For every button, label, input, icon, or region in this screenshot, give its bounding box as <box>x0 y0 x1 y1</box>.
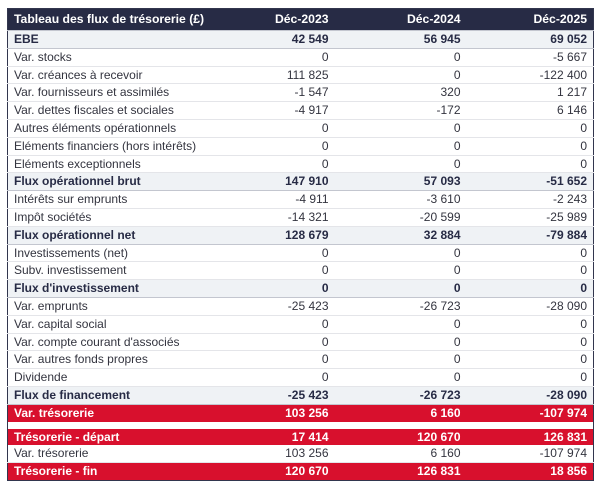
cash-flow-table-container <box>7 8 593 481</box>
row-value: 126 831 <box>335 463 467 481</box>
row-label: Flux d'investissement <box>8 280 208 298</box>
row-value: -1 547 <box>208 84 335 102</box>
row-value: 0 <box>208 155 335 173</box>
column-header-dec-2025: Déc-2025 <box>467 9 594 31</box>
row-value: 0 <box>467 262 594 280</box>
table-row <box>8 48 594 66</box>
row-value: -28 090 <box>467 297 594 315</box>
spacer-row <box>8 422 594 429</box>
row-value: -4 917 <box>208 102 335 120</box>
row-label: Flux de financement <box>8 386 208 404</box>
row-value: -2 243 <box>467 191 594 209</box>
table-row <box>8 386 594 404</box>
table-row <box>8 191 594 209</box>
row-value: -14 321 <box>208 208 335 226</box>
table-row <box>8 102 594 120</box>
row-label: Var. fournisseurs et assimilés <box>8 84 208 102</box>
row-label: Var. trésorerie <box>8 404 208 421</box>
row-label: Trésorerie - départ <box>8 429 208 446</box>
row-label: Var. trésorerie <box>8 445 208 462</box>
row-value: 6 160 <box>335 404 467 421</box>
row-value: 0 <box>208 262 335 280</box>
row-value: 0 <box>335 262 467 280</box>
row-value: 0 <box>208 369 335 387</box>
row-value: 120 670 <box>208 463 335 481</box>
row-label: Flux opérationnel net <box>8 226 208 244</box>
table-row <box>8 369 594 387</box>
table-row <box>8 155 594 173</box>
row-label: Trésorerie - fin <box>8 463 208 481</box>
row-value: 0 <box>467 351 594 369</box>
table-row <box>8 280 594 298</box>
row-value: 1 217 <box>467 84 594 102</box>
table-row <box>8 244 594 262</box>
row-value: 0 <box>467 137 594 155</box>
row-label: Var. autres fonds propres <box>8 351 208 369</box>
row-value: 120 670 <box>335 429 467 446</box>
table-row <box>8 404 594 421</box>
row-label: Flux opérationnel brut <box>8 173 208 191</box>
table-row <box>8 31 594 49</box>
table-row <box>8 66 594 84</box>
table-title-text: Tableau des flux de trésorerie (£) <box>14 12 205 26</box>
cash-flow-table <box>7 8 594 481</box>
row-value: 0 <box>467 280 594 298</box>
row-label: Impôt sociétés <box>8 208 208 226</box>
column-header-dec-2023: Déc-2023 <box>208 9 335 31</box>
table-title <box>8 9 208 31</box>
row-value: 57 093 <box>335 173 467 191</box>
row-value: -25 423 <box>208 386 335 404</box>
table-row <box>8 208 594 226</box>
row-value: 0 <box>467 333 594 351</box>
row-value: 0 <box>208 48 335 66</box>
row-value: 56 945 <box>335 31 467 49</box>
row-value: 0 <box>467 369 594 387</box>
row-value: -20 599 <box>335 208 467 226</box>
row-value: -122 400 <box>467 66 594 84</box>
row-value: 18 856 <box>467 463 594 481</box>
row-label: Autres éléments opérationnels <box>8 119 208 137</box>
table-header <box>8 9 594 31</box>
row-value: 0 <box>335 137 467 155</box>
row-value: 111 825 <box>208 66 335 84</box>
row-value: 32 884 <box>335 226 467 244</box>
row-value: 0 <box>208 333 335 351</box>
table-row <box>8 315 594 333</box>
row-value: 0 <box>208 244 335 262</box>
row-value: -26 723 <box>335 386 467 404</box>
row-label: Eléments exceptionnels <box>8 155 208 173</box>
row-value: 42 549 <box>208 31 335 49</box>
column-header-dec-2024: Déc-2024 <box>335 9 467 31</box>
row-value: -4 911 <box>208 191 335 209</box>
row-label: Var. emprunts <box>8 297 208 315</box>
row-value: -107 974 <box>467 445 594 462</box>
row-value: -79 884 <box>467 226 594 244</box>
row-value: 126 831 <box>467 429 594 446</box>
row-value: 147 910 <box>208 173 335 191</box>
row-spacer <box>8 422 594 429</box>
row-value: 103 256 <box>208 404 335 421</box>
table-row <box>8 333 594 351</box>
row-value: 0 <box>335 333 467 351</box>
row-value: 0 <box>467 244 594 262</box>
row-value: 0 <box>467 315 594 333</box>
row-value: -172 <box>335 102 467 120</box>
row-value: 0 <box>335 315 467 333</box>
row-value: 320 <box>335 84 467 102</box>
row-label: Var. stocks <box>8 48 208 66</box>
row-value: 0 <box>208 351 335 369</box>
row-value: 0 <box>467 155 594 173</box>
table-row <box>8 173 594 191</box>
table-row <box>8 226 594 244</box>
table-row <box>8 445 594 462</box>
row-value: 0 <box>335 244 467 262</box>
row-label: Var. compte courant d'associés <box>8 333 208 351</box>
table-row <box>8 119 594 137</box>
row-value: 0 <box>208 137 335 155</box>
row-value: 0 <box>208 119 335 137</box>
row-value: -25 423 <box>208 297 335 315</box>
table-row <box>8 297 594 315</box>
row-value: -5 667 <box>467 48 594 66</box>
row-value: 17 414 <box>208 429 335 446</box>
row-label: Dividende <box>8 369 208 387</box>
row-value: -3 610 <box>335 191 467 209</box>
row-label: EBE <box>8 31 208 49</box>
table-row <box>8 351 594 369</box>
row-value: -25 989 <box>467 208 594 226</box>
table-body <box>8 31 594 481</box>
row-value: 0 <box>335 369 467 387</box>
row-label: Investissements (net) <box>8 244 208 262</box>
row-label: Var. dettes fiscales et sociales <box>8 102 208 120</box>
row-value: -28 090 <box>467 386 594 404</box>
row-value: 0 <box>335 155 467 173</box>
row-value: 6 146 <box>467 102 594 120</box>
row-label: Var. capital social <box>8 315 208 333</box>
row-value: 6 160 <box>335 445 467 462</box>
row-value: 0 <box>335 351 467 369</box>
row-value: -51 652 <box>467 173 594 191</box>
table-row <box>8 463 594 481</box>
row-value: 128 679 <box>208 226 335 244</box>
row-label: Var. créances à recevoir <box>8 66 208 84</box>
row-value: -107 974 <box>467 404 594 421</box>
row-value: 103 256 <box>208 445 335 462</box>
row-value: 0 <box>335 48 467 66</box>
table-row <box>8 262 594 280</box>
row-value: -26 723 <box>335 297 467 315</box>
row-value: 0 <box>467 119 594 137</box>
row-label: Intérêts sur emprunts <box>8 191 208 209</box>
row-value: 0 <box>208 280 335 298</box>
row-value: 0 <box>208 315 335 333</box>
header-row <box>8 9 594 31</box>
row-label: Subv. investissement <box>8 262 208 280</box>
row-value: 69 052 <box>467 31 594 49</box>
table-row <box>8 429 594 446</box>
row-label: Eléments financiers (hors intérêts) <box>8 137 208 155</box>
table-row <box>8 84 594 102</box>
row-value: 0 <box>335 280 467 298</box>
table-row <box>8 137 594 155</box>
row-value: 0 <box>335 66 467 84</box>
row-value: 0 <box>335 119 467 137</box>
